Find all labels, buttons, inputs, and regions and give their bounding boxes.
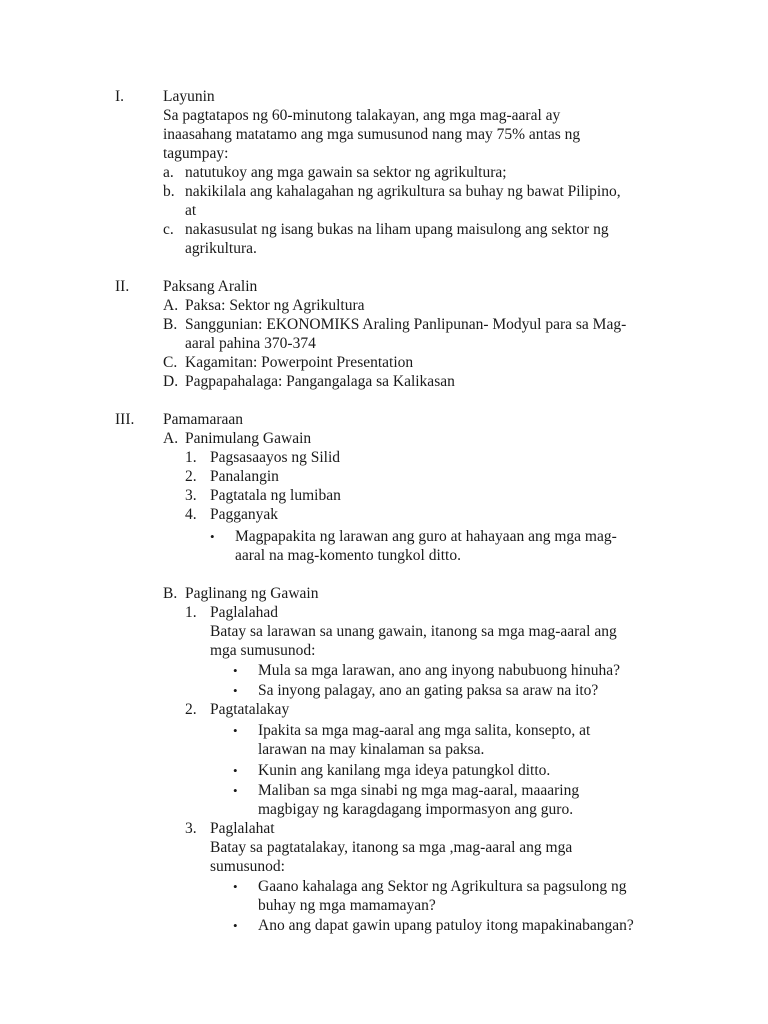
step-title: Pagtatalakay	[210, 701, 290, 718]
bullet-text: buhay ng mga mamamayan?	[258, 897, 436, 914]
bullet-text: Maliban sa mga sinabi ng mga mag-aaral, maaaring	[258, 782, 580, 799]
step-title: Paglalahad	[210, 604, 279, 621]
objective-item	[163, 163, 675, 182]
bullet-text: larawan na may kinalaman sa paksa.	[258, 741, 485, 758]
step-item	[185, 486, 675, 505]
bullet-icon: •	[233, 879, 238, 894]
section-numeral: I.	[115, 88, 125, 105]
bullet-icon: •	[233, 763, 238, 778]
item-text: agrikultura.	[185, 240, 257, 257]
step-text: Pagganyak	[210, 506, 279, 523]
intro-line: tagumpay:	[163, 145, 229, 162]
bullet-text: Magpapakita ng larawan ang guro at hahayaan ang mga mag-	[235, 528, 617, 545]
bullet-icon: •	[233, 663, 238, 678]
bullet-item	[233, 916, 675, 935]
bullet-text: Gaano kahalaga ang Sektor ng Agrikultura sa pagsulong ng	[258, 878, 627, 895]
item-marker: a.	[163, 164, 174, 181]
item-text: Sanggunian: EKONOMIKS Araling Panlipunan- Modyul para sa Mag-	[185, 316, 627, 333]
item-marker: D.	[163, 373, 179, 390]
item-text: natutukoy ang mga gawain sa sektor ng agrikultura;	[185, 164, 507, 181]
item-text: Kagamitan: Powerpoint Presentation	[185, 354, 414, 371]
step-marker: 1.	[185, 449, 197, 466]
bullet-text: Kunin ang kanilang mga ideya patungkol ditto.	[258, 762, 551, 779]
bullet-item	[233, 721, 675, 759]
section-heading: Layunin	[163, 88, 215, 105]
item-text: nakikilala ang kahalagahan ng agrikultura sa buhay ng bawat Pilipino,	[185, 183, 621, 200]
step-marker: 2.	[185, 701, 197, 718]
topic-item	[163, 296, 675, 315]
step-item	[185, 505, 675, 524]
step-text: Pagsasaayos ng Silid	[210, 449, 341, 466]
item-marker: A.	[163, 297, 179, 314]
item-text: Paksa: Sektor ng Agrikultura	[185, 297, 365, 314]
step-title: Paglalahat	[210, 820, 275, 837]
part-title: Panimulang Gawain	[185, 430, 312, 447]
bullet-icon: •	[233, 918, 238, 933]
bullet-text: Ano ang dapat gawin upang patuloy itong mapakinabangan?	[258, 917, 634, 934]
topic-item	[163, 353, 675, 372]
step-item	[185, 603, 675, 660]
step-item	[185, 819, 675, 876]
step-marker: 4.	[185, 506, 197, 523]
section-heading: Paksang Aralin	[163, 278, 258, 295]
intro-line: Sa pagtatapos ng 60-minutong talakayan, ang mga mag-aaral ay	[163, 107, 561, 124]
item-marker: B.	[163, 316, 178, 333]
topic-item	[163, 315, 675, 353]
step-item	[185, 700, 675, 719]
item-marker: b.	[163, 183, 175, 200]
step-text: Pagtatala ng lumiban	[210, 487, 341, 504]
item-text: nakasusulat ng isang bukas na liham upang maisulong ang sektor ng	[185, 221, 609, 238]
step-marker: 3.	[185, 487, 197, 504]
part-b	[163, 584, 675, 603]
item-marker: C.	[163, 354, 178, 371]
step-text: Panalangin	[210, 468, 279, 485]
bullet-item	[233, 761, 675, 780]
bullet-icon: •	[233, 683, 238, 698]
section-numeral: II.	[115, 278, 130, 295]
item-text: Pagpapahalaga: Pangangalaga sa Kalikasan	[185, 373, 455, 390]
topic-item	[163, 372, 675, 391]
step-marker: 3.	[185, 820, 197, 837]
part-marker: B.	[163, 585, 178, 602]
section-heading: Pamamaraan	[163, 411, 244, 428]
bullet-text: Sa inyong palagay, ano an gating paksa sa araw na ito?	[258, 682, 599, 699]
bullet-text: aaral na mag-komento tungkol ditto.	[235, 547, 461, 564]
item-text: at	[185, 202, 197, 219]
bullet-item	[233, 781, 675, 819]
bullet-item	[210, 527, 675, 565]
bullet-item	[233, 877, 675, 915]
step-desc: sumusunod:	[210, 858, 285, 875]
item-text: aaral pahina 370-374	[185, 335, 316, 352]
bullet-icon: •	[233, 723, 238, 738]
step-desc: Batay sa larawan sa unang gawain, itanong sa mga mag-aaral ang	[210, 623, 617, 640]
item-marker: c.	[163, 221, 174, 238]
bullet-text: magbigay ng karagdagang impormasyon ang guro.	[258, 801, 574, 818]
bullet-item	[233, 661, 675, 680]
objective-item	[163, 220, 675, 258]
bullet-text: Ipakita sa mga mag-aaral ang mga salita, konsepto, at	[258, 722, 591, 739]
step-item	[185, 467, 675, 486]
step-marker: 2.	[185, 468, 197, 485]
bullet-text: Mula sa mga larawan, ano ang inyong nabubuong hinuha?	[258, 662, 621, 679]
section-numeral: III.	[115, 411, 135, 428]
part-a	[163, 429, 675, 448]
bullet-item	[233, 681, 675, 700]
objective-item	[163, 182, 675, 220]
step-desc: Batay sa pagtatalakay, itanong sa mga ,mag-aaral ang mga	[210, 839, 573, 856]
step-marker: 1.	[185, 604, 197, 621]
step-desc: mga sumusunod:	[210, 642, 316, 659]
intro-line: inaasahang matatamo ang mga sumusunod nang may 75% antas ng	[163, 126, 581, 143]
part-title: Paglinang ng Gawain	[185, 585, 319, 602]
part-marker: A.	[163, 430, 179, 447]
bullet-icon: •	[233, 783, 238, 798]
bullet-icon: •	[210, 529, 215, 544]
step-item	[185, 448, 675, 467]
